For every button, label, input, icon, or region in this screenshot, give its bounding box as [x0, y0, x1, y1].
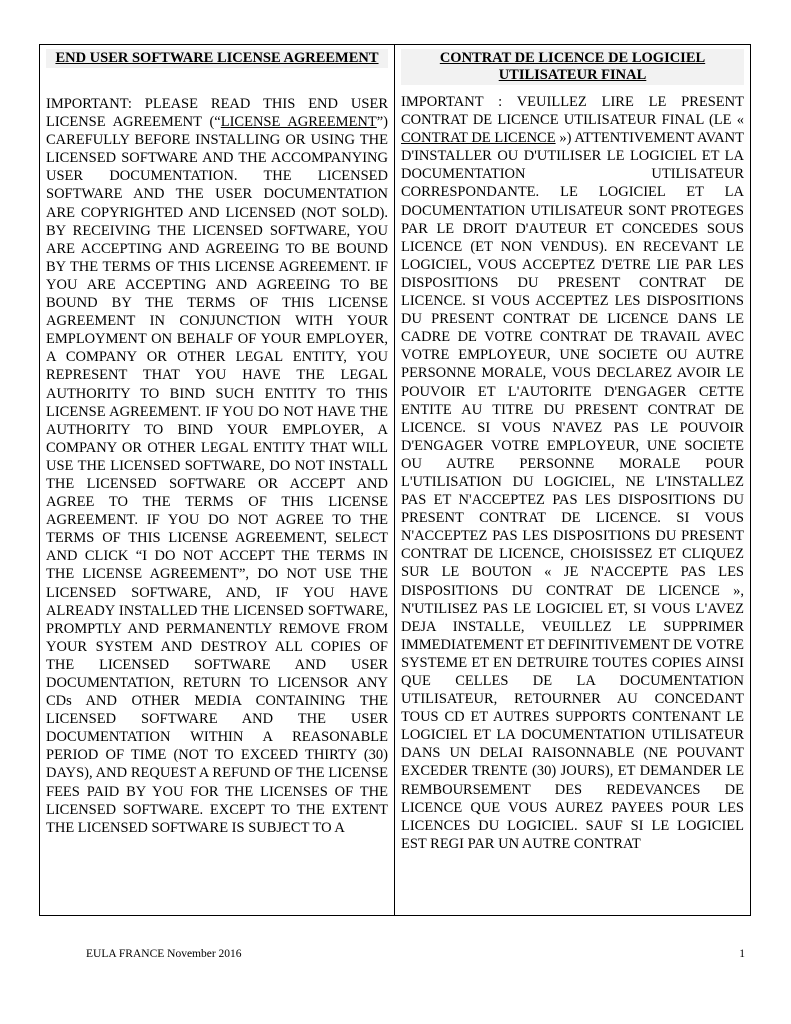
french-heading: CONTRAT DE LICENCE DE LOGICIEL UTILISATEUR FINAL — [401, 49, 744, 85]
english-column — [40, 45, 395, 915]
english-body-start: IMPORTANT: PLEASE READ THIS END USER LICENSE AGREEMENT (“ — [46, 96, 388, 131]
english-body-rest: ”) CAREFULLY BEFORE INSTALLING OR USING THE LICENSED SOFTWARE AND THE ACCOMPANYING USER DOCUMENTATION. THE LICENSED SOFTWARE AND THE USER DOCUMENTATION ARE COPYRIGHTED AND LICENSED (NOT SOLD). BY RECEIVING THE LICENSED SOFTWARE, YOU ARE ACCEPTING AND AGREEING TO BE BOUND BY THE TERMS OF THIS LICENSE AGREEMENT. IF YOU ARE ACCEPTING AND AGREEING TO BE BOUND BY THE TERMS OF THIS LICENSE AGREEMENT IN CONJUNCTION WITH YOUR EMPLOYMENT ON BEHALF OF YOUR EMPLOYER, A COMPANY OR OTHER LEGAL ENTITY, YOU REPRESENT THAT YOU HAVE THE LEGAL AUTHORITY TO BIND SUCH ENTITY TO THIS LICENSE AGREEMENT. IF YOU DO NOT HAVE THE AUTHORITY TO BIND YOUR EMPLOYER, A COMPANY OR OTHER LEGAL ENTITY THAT WILL USE THE LICENSED SOFTWARE, DO NOT INSTALL THE LICENSED SOFTWARE OR ACCEPT AND AGREE TO THE TERMS OF THIS LICENSE AGREEMENT. IF YOU DO NOT AGREE TO THE TERMS OF THIS LICENSE AGREEMENT, SELECT AND CLICK “I DO NOT ACCEPT THE TERMS IN THE LICENSE AGREEMENT”, DO NOT USE THE LICENSED SOFTWARE, AND, IF YOU HAVE ALREADY INSTALLED THE LICENSED SOFTWARE, PROMPTLY AND PERMANENTLY REMOVE FROM YOUR SYSTEM AND DESTROY ALL COPIES OF THE LICENSED SOFTWARE AND USER DOCUMENTATION, RETURN TO LICENSOR ANY CDs AND OTHER MEDIA CONTAINING THE LICENSED SOFTWARE AND THE USER DOCUMENTATION WITHIN A REASONABLE PERIOD OF TIME (NOT TO EXCEED THIRTY (30) DAYS), AND REQUEST A REFUND OF THE LICENSE FEES PAID BY YOU FOR THE LICENSES OF THE LICENSED SOFTWARE. EXCEPT TO THE EXTENT THE LICENSED SOFTWARE IS SUBJECT TO A — [46, 114, 388, 836]
french-body-rest: ») ATTENTIVEMENT AVANT D'INSTALLER OU D'UTILISER LE LOGICIEL ET LA DOCUMENTATION UTILISATEUR CORRESPONDANTE. LE LOGICIEL ET LA DOCUMENTATION UTILISATEUR SONT PROTEGES PAR LE DROIT D'AUTEUR ET CONCEDES SOUS LICENCE (ET NON VENDUS). EN RECEVANT LE LOGICIEL, VOUS ACCEPTEZ D'ETRE LIE PAR LES DISPOSITIONS DU PRESENT CONTRAT DE LICENCE. SI VOUS ACCEPTEZ LES DISPOSITIONS DU PRESENT CONTRAT DE LICENCE DANS LE CADRE DE VOTRE CONTRAT DE TRAVAIL AVEC VOTRE EMPLOYEUR, UNE SOCIETE OU AUTRE PERSONNE MORALE, VOUS DECLAREZ AVOIR LE POUVOIR ET L'AUTORITE D'ENGAGER CETTE ENTITE AU TITRE DU PRESENT CONTRAT DE LICENCE. SI VOUS N'AVEZ PAS LE POUVOIR D'ENGAGER VOTRE EMPLOYEUR, UNE SOCIETE OU AUTRE PERSONNE MORALE POUR L'UTILISATION DU LOGICIEL, NE L'INSTALLEZ PAS ET N'ACCEPTEZ PAS LES DISPOSITIONS DU PRESENT CONTRAT DE LICENCE. SI VOUS N'ACCEPTEZ PAS LES DISPOSITIONS DU PRESENT CONTRAT DE LICENCE, CHOISISSEZ ET CLIQUEZ SUR LE BOUTON « JE N'ACCEPTE PAS LES DISPOSITIONS DU CONTRAT DE LICENCE », N'UTILISEZ PAS LE LOGICIEL ET, SI VOUS L'AVEZ DEJA INSTALLE, VEUILLEZ LE SUPPRIMER IMMEDIATEMENT ET DEFINITIVEMENT DE VOTRE SYSTEME ET EN DETRUIRE TOUTES COPIES AINSI QUE CELLES DE LA DOCUMENTATION UTILISATEUR, RETOURNER AU CONCEDANT TOUS CD ET AUTRES SUPPORTS CONTENANT LE LOGICIEL ET LA DOCUMENTATION UTILISATEUR DANS UN DELAI RAISONNABLE (NE POUVANT EXCEDER TRENTE (30) JOURS), ET DEMANDER LE REMBOURSEMENT DES REDEVANCES DE LICENCE QUE VOUS AUREZ PAYEES POUR LES LICENCES DU LOGICIEL. SAUF SI LE LOGICIEL EST REGI PAR UN AUTRE CONTRAT — [401, 130, 744, 852]
french-column — [395, 45, 750, 915]
page-number: 1 — [739, 948, 745, 960]
french-defined-term: CONTRAT DE LICENCE — [401, 130, 556, 147]
french-body-start: IMPORTANT : VEUILLEZ LIRE LE PRESENT CONTRAT DE LICENCE UTILISATEUR FINAL (LE « — [401, 94, 744, 129]
page-footer — [86, 948, 745, 960]
english-body — [46, 95, 388, 837]
english-defined-term: LICENSE AGREEMENT — [220, 114, 377, 131]
bilingual-license-table — [39, 44, 751, 916]
english-heading: END USER SOFTWARE LICENSE AGREEMENT — [46, 49, 388, 68]
footer-document-label: EULA FRANCE November 2016 — [86, 948, 242, 960]
french-body — [401, 93, 744, 853]
